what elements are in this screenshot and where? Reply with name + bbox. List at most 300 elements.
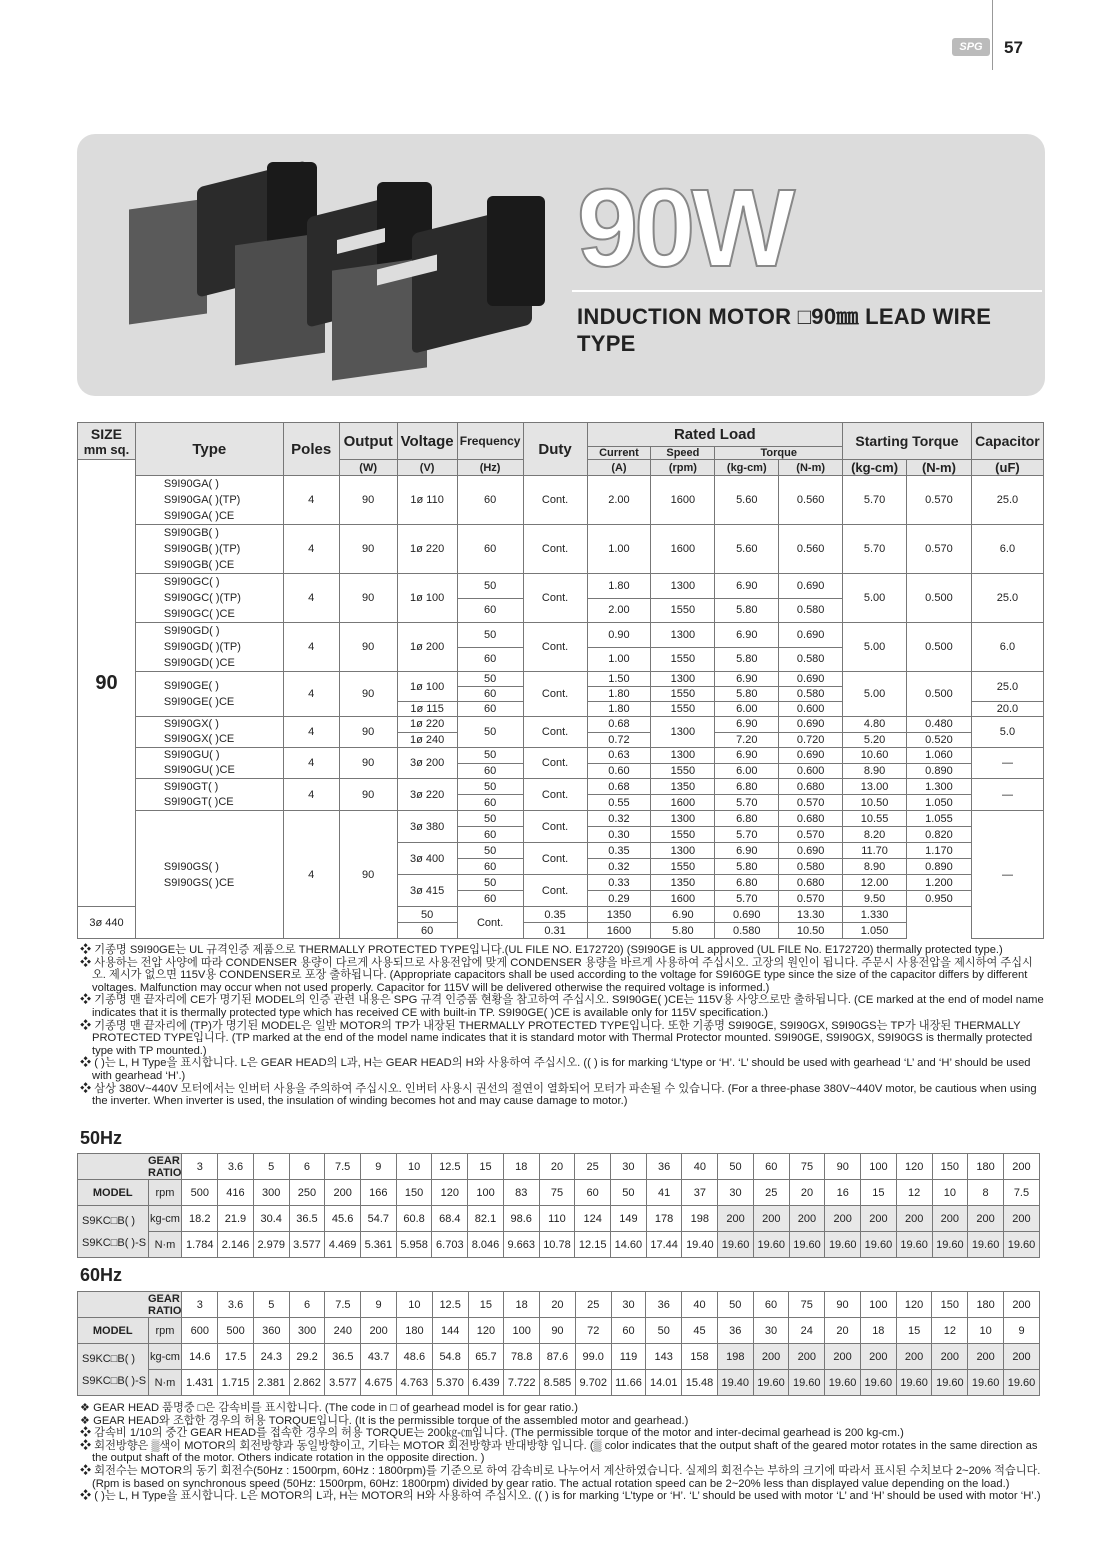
- table-cell: 1ø 100: [397, 574, 457, 623]
- gear-cell: 200: [932, 1206, 968, 1232]
- table-cell: 25.0: [971, 672, 1043, 702]
- unit-hz: (Hz): [457, 460, 523, 476]
- gear-cell: 149: [611, 1206, 647, 1232]
- table-cell: Cont.: [523, 717, 587, 748]
- table-cell: S9KC□B( ) S9KC□B( )-S: [78, 1344, 149, 1396]
- table-cell: 4: [283, 476, 339, 525]
- gear-cell: 200: [753, 1344, 789, 1370]
- table-cell: 1600: [651, 891, 715, 907]
- table-cell: 0.32: [587, 859, 651, 875]
- gear-cell: 68.4: [432, 1206, 468, 1232]
- gear-cell: 143: [646, 1344, 682, 1370]
- gear-cell: 200: [1003, 1154, 1039, 1180]
- spec-table: [77, 422, 1044, 939]
- table-cell: S9I90GT( ) S9I90GT( )CE: [135, 779, 283, 811]
- table-cell: 1.80: [587, 687, 651, 702]
- table-row: [78, 672, 1044, 687]
- gear-cell: 19.60: [860, 1370, 896, 1396]
- table-cell: 5.70: [843, 476, 907, 525]
- hdr-capacitor: Capacitor: [971, 423, 1043, 460]
- table-cell: 13.00: [843, 779, 907, 795]
- table-cell: 3ø 380: [397, 811, 457, 843]
- gear-cell: 15: [896, 1318, 932, 1344]
- table-cell: 1.80: [587, 574, 651, 599]
- table-cell: 1ø 100: [397, 672, 457, 702]
- gear-cell: 200: [789, 1206, 825, 1232]
- gear-cell: 3: [182, 1154, 218, 1180]
- hdr-type: Type: [135, 423, 283, 476]
- gear-cell: 100: [504, 1318, 540, 1344]
- table-cell: Cont.: [523, 672, 587, 717]
- table-cell: 1ø 220: [397, 525, 457, 574]
- table-cell: 90: [339, 623, 397, 672]
- gear-cell: 19.60: [753, 1232, 789, 1258]
- table-cell: 10.50: [843, 795, 907, 811]
- gear-cell: 19.60: [932, 1370, 968, 1396]
- table-cell: 4: [283, 623, 339, 672]
- hdr-output: Output: [339, 423, 397, 460]
- table-cell: 0.580: [779, 647, 843, 672]
- gear-cell: 120: [432, 1180, 468, 1206]
- table-cell: 1.00: [587, 647, 651, 672]
- gear-cell: 9.702: [575, 1370, 611, 1396]
- table-cell: 0.580: [779, 859, 843, 875]
- table-cell: 0.570: [779, 891, 843, 907]
- table-cell: 1350: [651, 875, 715, 891]
- gear-cell: 18: [503, 1154, 539, 1180]
- gear-cell: 36.5: [289, 1206, 325, 1232]
- gear-cell: 3.6: [218, 1154, 254, 1180]
- table-cell: 4: [283, 717, 339, 748]
- table-cell: 0.500: [907, 574, 972, 623]
- table-cell: 1550: [651, 859, 715, 875]
- gear-cell: 19.60: [718, 1232, 754, 1258]
- gear-cell: 75: [789, 1154, 825, 1180]
- table-cell: S9I90GC( ) S9I90GC( )(TP) S9I90GC( )CE: [135, 574, 283, 623]
- gear-cell: 20: [789, 1180, 825, 1206]
- table-cell: 8.90: [843, 763, 907, 779]
- table-cell: 60: [457, 763, 523, 779]
- gear-cell: 6: [289, 1292, 325, 1318]
- hdr-rated-load: Rated Load: [587, 423, 843, 447]
- table-cell: 10.60: [843, 748, 907, 764]
- table-cell: 0.890: [907, 763, 972, 779]
- gear-cell: 19.60: [896, 1232, 932, 1258]
- table-cell: 0.680: [779, 875, 843, 891]
- table-cell: 1550: [651, 598, 715, 623]
- gear-cell: 120: [896, 1292, 932, 1318]
- table-cell: 60: [457, 647, 523, 672]
- table-cell: 4: [283, 525, 339, 574]
- gear-cell: 5.958: [396, 1232, 432, 1258]
- gear-cell: 119: [611, 1344, 646, 1370]
- gear-cell: 14.60: [611, 1232, 647, 1258]
- gear-cell: 200: [718, 1206, 754, 1232]
- page-number: 57: [1004, 38, 1023, 57]
- table-cell: 1550: [651, 827, 715, 843]
- gear-cell: 7.5: [325, 1154, 361, 1180]
- gear-cell: 50: [717, 1292, 753, 1318]
- gear-cell: 21.9: [218, 1206, 254, 1232]
- gear-cell: 300: [253, 1180, 289, 1206]
- gear-cell: 500: [218, 1318, 254, 1344]
- table-cell: 6.90: [715, 672, 779, 687]
- table-cell: 1.00: [587, 525, 651, 574]
- table-cell: 0.600: [779, 702, 843, 717]
- gear-cell: 3.577: [325, 1370, 361, 1396]
- gear-cell: 19.60: [825, 1370, 861, 1396]
- gear-cell: 200: [753, 1206, 789, 1232]
- gear-cell: 11.66: [611, 1370, 646, 1396]
- table-cell: 90: [339, 525, 397, 574]
- table-cell: 0.690: [779, 623, 843, 648]
- gear-cell: 54.8: [432, 1344, 468, 1370]
- table-cell: 0.32: [587, 811, 651, 827]
- gear-cell: 12.15: [575, 1232, 611, 1258]
- table-row: [78, 779, 1044, 795]
- gear-cell: 37: [682, 1180, 718, 1206]
- table-cell: 5.70: [715, 891, 779, 907]
- table-cell: 50: [457, 779, 523, 795]
- table-cell: 1300: [651, 843, 715, 859]
- gear-cell: 1.715: [218, 1370, 254, 1396]
- gear-cell: 90: [540, 1318, 576, 1344]
- table-cell: 25.0: [971, 476, 1043, 525]
- table-cell: 1.170: [907, 843, 972, 859]
- table-cell: Cont.: [523, 811, 587, 843]
- unit-w: (W): [339, 460, 397, 476]
- hz60-title: 60Hz: [80, 1265, 123, 1285]
- gear-cell: 10: [932, 1180, 968, 1206]
- table-cell: 1600: [651, 476, 715, 525]
- table-cell: 0.68: [587, 717, 651, 733]
- table-cell: 50: [457, 672, 523, 687]
- gear-cell: 200: [860, 1344, 896, 1370]
- table-cell: 50: [457, 623, 523, 648]
- power-title: 90W: [577, 167, 792, 290]
- gear-cell: 15: [861, 1180, 897, 1206]
- hdr-current: Current: [587, 447, 651, 460]
- gear-cell: 15: [468, 1154, 504, 1180]
- table-cell: 0.690: [715, 907, 779, 923]
- table-cell: 0.570: [907, 476, 972, 525]
- table-cell: 0.680: [779, 779, 843, 795]
- gear-cell: 98.6: [503, 1206, 539, 1232]
- table-cell: 5.20: [843, 732, 907, 748]
- gear-cell: 5: [253, 1292, 289, 1318]
- gear-cell: 150: [932, 1292, 968, 1318]
- table-cell: rpm: [148, 1318, 182, 1344]
- table-cell: 60: [457, 598, 523, 623]
- table-row: [78, 574, 1044, 599]
- gear-cell: 24.3: [253, 1344, 289, 1370]
- gear-cell: 25: [575, 1292, 611, 1318]
- unit-start-kgcm: (kg-cm): [843, 460, 907, 476]
- gear-cell: 198: [682, 1206, 718, 1232]
- table-cell: GEAR RATIO: [148, 1292, 182, 1317]
- gear-cell: 36: [717, 1318, 753, 1344]
- gear-cell: 16: [825, 1180, 861, 1206]
- table-cell: 0.690: [779, 748, 843, 764]
- gear-cell: 100: [468, 1180, 504, 1206]
- table-cell: 5.00: [843, 623, 907, 672]
- gear-cell: 30.4: [253, 1206, 289, 1232]
- gear-cell: 12.5: [432, 1154, 468, 1180]
- gear-table-60hz: [77, 1291, 1040, 1396]
- table-cell: 60: [457, 891, 523, 907]
- gear-cell: 1.784: [182, 1232, 218, 1258]
- table-cell: 0.480: [907, 717, 972, 733]
- gear-cell: 14.6: [182, 1344, 218, 1370]
- gear-cell: 360: [253, 1318, 289, 1344]
- gear-cell: 50: [718, 1154, 754, 1180]
- gear-cell: 5.370: [432, 1370, 468, 1396]
- hdr-torque: Torque: [715, 447, 843, 460]
- gear-cell: 200: [896, 1344, 932, 1370]
- unit-kgcm: (kg-cm): [715, 460, 779, 476]
- gear-cell: 4.763: [397, 1370, 433, 1396]
- hdr-size: SIZE mm sq.: [78, 423, 136, 460]
- gear-cell: 18.2: [182, 1206, 218, 1232]
- gear-cell: 9: [1004, 1318, 1040, 1344]
- gear-cell: 14.01: [646, 1370, 682, 1396]
- gear-cell: 10.78: [539, 1232, 575, 1258]
- gear-cell: 19.60: [896, 1370, 932, 1396]
- table-cell: 0.580: [779, 687, 843, 702]
- table-cell: 60: [457, 476, 523, 525]
- gear-cell: 24: [789, 1318, 825, 1344]
- gear-cell: 200: [1003, 1206, 1039, 1232]
- hdr-speed: Speed: [651, 447, 715, 460]
- gear-cell: 75: [539, 1180, 575, 1206]
- table-cell: 20.0: [971, 702, 1043, 717]
- table-cell: 10.50: [779, 923, 843, 939]
- table-cell: 10.55: [843, 811, 907, 827]
- gear-cell: 3: [182, 1292, 218, 1318]
- table-cell: 1550: [651, 647, 715, 672]
- gear-cell: 19.60: [968, 1232, 1004, 1258]
- table-cell: 0.690: [779, 717, 843, 733]
- table-cell: 50: [457, 748, 523, 764]
- gear-cell: 19.40: [682, 1232, 718, 1258]
- table-cell: 50: [457, 717, 523, 748]
- table-cell: 0.30: [587, 827, 651, 843]
- table-cell: 1.330: [843, 907, 907, 923]
- gear-cell: 25: [575, 1154, 611, 1180]
- table-cell: 8.90: [843, 859, 907, 875]
- table-cell: Cont.: [523, 574, 587, 623]
- table-cell: 4: [283, 779, 339, 811]
- table-cell: 1.050: [907, 795, 972, 811]
- table-cell: 0.890: [907, 859, 972, 875]
- gear-cell: 99.0: [575, 1344, 611, 1370]
- gear-cell: 200: [825, 1206, 861, 1232]
- table-cell: 1300: [651, 623, 715, 648]
- table-cell: 6.80: [715, 875, 779, 891]
- gear-cell: 200: [325, 1180, 361, 1206]
- gear-cell: 87.6: [540, 1344, 576, 1370]
- table-cell: kg-cm: [148, 1344, 182, 1370]
- table-cell: Cont.: [523, 525, 587, 574]
- gear-cell: 7.5: [325, 1292, 361, 1318]
- gear-notes: ❖ GEAR HEAD 품명중 □은 감속비를 표시합니다. (The code in □ of gearhead model is for gear ratio.) ❖ GEAR HEAD와 조합한 경우의 허용 TORQUE입니다. (It is the permissible torque of the assembled motor and gearhead.) ❖ 감속비 1/10의 중간 GEAR HEAD를 접속한 경우의 허용 TORQUE는 200㎏-㎝입니다. (The permissible torque of the motor and inter-decimal gearhead is 200 kg-cm.) ❖ 회전방향은 ▒색이 MOTOR의 회전방향과 동일방향이고, 기타는 MOTOR 회전방향과 반대방향 입니다. (▒ color indicates that the output shaft of the geared motor rotates in the same direction as the output shaft of the motor. Others indicate rotation in the opposite direction. ) ❖ 회전수는 MOTOR의 동기 회전수(50Hz : 1500rpm, 60Hz : 1800rpm)를 기준으로 하여 감속비로 나누어서 계산하였습니다. 실제의 회전수는 부하의 크기에 따라서 표시된 수치보다 2~20% 적습니다. (Rpm is based on synchronous speed (50Hz: 1500rpm, 60Hz: 1800rpm) divided by gear ratio. The actual rotation speed can be 2~20% less than displayed value depending on the load.) ❖ ( )는 L, H Type을 표시합니다. L은 MOTOR의 L과, H는 MOTOR의 H와 사용하여 주십시오. (( ) is for marking ‘L’type or ‘H’. ‘L’ should be used with motor ‘L’ and ‘H’ should be used with motor ‘H’.): [80, 1402, 1041, 1503]
- table-cell: S9KC□B( ) S9KC□B( )-S: [78, 1206, 149, 1258]
- table-cell: 3ø 220: [397, 779, 457, 811]
- gear-cell: 12.5: [432, 1292, 468, 1318]
- table-cell: 1ø 240: [397, 732, 457, 748]
- gear-cell: 300: [289, 1318, 325, 1344]
- table-cell: 5.00: [843, 574, 907, 623]
- table-cell: 1550: [651, 763, 715, 779]
- gear-cell: 200: [932, 1344, 968, 1370]
- gear-cell: 6: [289, 1154, 325, 1180]
- table-cell: 60: [457, 702, 523, 717]
- gear-cell: 3.577: [289, 1232, 325, 1258]
- table-cell: 1ø 220: [397, 717, 457, 733]
- table-cell: 0.690: [779, 843, 843, 859]
- table-cell: 6.90: [715, 623, 779, 648]
- gear-cell: 9: [361, 1154, 397, 1180]
- subtitle: INDUCTION MOTOR □90㎜ LEAD WIRE TYPE: [577, 304, 992, 356]
- table-cell: 1600: [587, 923, 651, 939]
- unit-uf: (uF): [971, 460, 1043, 476]
- unit-v: (V): [397, 460, 457, 476]
- gear-cell: 5.361: [361, 1232, 397, 1258]
- gear-cell: 60: [753, 1292, 789, 1318]
- table-cell: 0.580: [779, 598, 843, 623]
- table-cell: 5.60: [715, 476, 779, 525]
- table-cell: 50: [457, 843, 523, 859]
- table-cell: S9I90GU( ) S9I90GU( )CE: [135, 748, 283, 779]
- hdr-starting-torque: Starting Torque: [843, 423, 972, 460]
- gear-cell: 240: [325, 1318, 361, 1344]
- table-cell: N·m: [148, 1370, 182, 1396]
- table-cell: 4: [283, 811, 339, 939]
- gear-cell: 50: [611, 1180, 647, 1206]
- table-cell: 2.00: [587, 476, 651, 525]
- gear-cell: 500: [182, 1180, 218, 1206]
- table-cell: —: [971, 811, 1043, 939]
- table-cell: 0.90: [587, 623, 651, 648]
- table-cell: 3ø 200: [397, 748, 457, 779]
- gear-cell: 2.381: [253, 1370, 289, 1396]
- table-cell: 0.520: [907, 732, 972, 748]
- gear-cell: 19.60: [1004, 1370, 1040, 1396]
- table-cell: 60: [457, 687, 523, 702]
- table-cell: 5.60: [715, 525, 779, 574]
- table-cell: N·m: [148, 1232, 182, 1258]
- title-rule: [572, 290, 1042, 292]
- table-cell: 1ø 110: [397, 476, 457, 525]
- table-cell: 0.820: [907, 827, 972, 843]
- spec-notes: ❖ 기종명 S9I90GE는 UL 규격인증 제품으로 THERMALLY PROTECTED TYPE입니다.(UL FILE NO. E172720) (S9I90GE is UL approved (UL FILE No. E172720) thermally protected type.) ❖ 사용하는 전압 사양에 따라 CONDENSER 용량이 다르게 사용되므로 사용전압에 맞게 CONDENSER 용량을 바르게 사용하여 주십시오. 고장의 원인이 됩니다. 주문시 사용전압을 제시하여 주십시오. 제시가 없으면 115V용 CONDENSER로 포장 출하됩니다. (Appropriate capacitors shall be used according to the voltage for S9I60GE type since the size of the capacitor differs by different voltages. Malfunction may occur when not used properly. Capacitor for 115V will be delivered otherwise the required voltage is informed.) ❖ 기종명 맨 끝자리에 CE가 명기된 MODEL의 인증 관련 내용은 SPG 규격 인증품 현황을 참고하여 주십시오. S9I90GE( )CE는 115V용 사양으로만 출하됩니다. (CE marked at the end of model name indicates that it is thermally protected type which has received CE with built-in TP. S9I90GE( )CE is available only for 115V specification.) ❖ 기종명 맨 끝자리에 (TP)가 명기된 MODEL은 일반 MOTOR의 TP가 내장된 THERMALLY PROTECTED TYPE입니다. 또한 기종명 S9I90GE, S9I90GX, S9I90GS는 TP가 내장된 THERMALLY PROTECTED TYPE입니다. (TP marked at the end of the model name indicates that it is standard motor with Thermal Protector mounted. S9I90GE, S9I90GX, S9I90GS is thermally protected type with TP mounted.) ❖ ( )는 L, H Type을 표시합니다. L은 GEAR HEAD의 L과, H는 GEAR HEAD의 H와 사용하여 주십시오. (( ) is for marking ‘L’type or ‘H’. ‘L’ should be used with gearhead ‘L’ and ‘H’ should be used with gearhead ‘H’.) ❖ 삼상 380V~440V 모터에서는 인버터 사용을 주의하여 주십시오. 인버터 사용시 권선의 절연이 열화되어 모터가 파손될 수 있습니다. (For a three-phase 380V~440V motor, be cautious when using the inverter. When inverter is used, the insulation of winding becomes hot and may cause damage to motor.): [80, 944, 1044, 1108]
- table-cell: S9I90GD( ) S9I90GD( )(TP) S9I90GD( )CE: [135, 623, 283, 672]
- gear-cell: 45: [682, 1318, 718, 1344]
- table-cell: 0.950: [907, 891, 972, 907]
- gear-cell: 200: [861, 1206, 897, 1232]
- table-cell: GEAR RATIO: [148, 1154, 182, 1179]
- gear-cell: 4.469: [325, 1232, 361, 1258]
- gear-cell: 144: [432, 1318, 468, 1344]
- table-cell: 5.80: [651, 923, 715, 939]
- unit-a: (A): [587, 460, 651, 476]
- table-cell: 6.90: [715, 717, 779, 733]
- gear-cell: 6.439: [468, 1370, 504, 1396]
- table-cell: 5.80: [715, 647, 779, 672]
- gear-cell: 36: [646, 1154, 682, 1180]
- table-cell: 90: [339, 748, 397, 779]
- table-cell: 50: [457, 875, 523, 891]
- table-row: [78, 811, 1044, 827]
- gear-cell: 15: [468, 1292, 504, 1318]
- table-cell: 6.00: [715, 763, 779, 779]
- gear-cell: 54.7: [361, 1206, 397, 1232]
- gear-cell: 19.60: [789, 1370, 825, 1396]
- table-cell: 1.060: [907, 748, 972, 764]
- table-cell: 1.055: [907, 811, 972, 827]
- gear-cell: 19.60: [825, 1232, 861, 1258]
- table-cell: 0.500: [907, 623, 972, 672]
- gear-cell: 36.5: [325, 1344, 361, 1370]
- gear-cell: 40: [682, 1154, 718, 1180]
- gear-cell: 1.431: [182, 1370, 218, 1396]
- table-cell: Cont.: [523, 779, 587, 811]
- table-cell: kg-cm: [148, 1206, 182, 1232]
- table-cell: 0.33: [587, 875, 651, 891]
- table-cell: 12.00: [843, 875, 907, 891]
- gear-cell: 60: [611, 1318, 646, 1344]
- gear-cell: 41: [646, 1180, 682, 1206]
- unit-start-nm: (N-m): [907, 460, 972, 476]
- table-cell: 1300: [651, 574, 715, 599]
- table-cell: 0.500: [907, 672, 972, 717]
- table-cell: —: [971, 779, 1043, 811]
- table-cell: 1350: [651, 779, 715, 795]
- table-cell: 1350: [587, 907, 651, 923]
- table-cell: Cont.: [457, 907, 523, 939]
- table-cell: 25.0: [971, 574, 1043, 623]
- table-cell: 0.31: [523, 923, 587, 939]
- gear-cell: 48.6: [397, 1344, 433, 1370]
- gear-cell: 178: [646, 1206, 682, 1232]
- gear-cell: 18: [860, 1318, 896, 1344]
- gear-cell: 19.60: [968, 1370, 1004, 1396]
- size-value: 90: [78, 460, 136, 907]
- table-cell: 1550: [651, 687, 715, 702]
- table-cell: 6.90: [651, 907, 715, 923]
- table-cell: 5.70: [843, 525, 907, 574]
- gear-cell: 2.146: [218, 1232, 254, 1258]
- gear-cell: 200: [1004, 1344, 1040, 1370]
- table-cell: 8.20: [843, 827, 907, 843]
- table-cell: 0.570: [779, 827, 843, 843]
- table-cell: S9I90GE( ) S9I90GE( )CE: [135, 672, 283, 717]
- table-cell: 90: [339, 476, 397, 525]
- gear-cell: 166: [361, 1180, 397, 1206]
- table-cell: 5.70: [715, 795, 779, 811]
- gear-cell: 158: [682, 1344, 718, 1370]
- table-cell: 6.90: [715, 574, 779, 599]
- gear-cell: 250: [289, 1180, 325, 1206]
- table-cell: 50: [457, 811, 523, 827]
- gear-cell: 180: [397, 1318, 433, 1344]
- table-cell: S9I90GA( ) S9I90GA( )(TP) S9I90GA( )CE: [135, 476, 283, 525]
- table-cell: 6.80: [715, 811, 779, 827]
- table-cell: 5.70: [715, 827, 779, 843]
- gear-cell: 2.979: [253, 1232, 289, 1258]
- gear-cell: 90: [825, 1292, 861, 1318]
- table-cell: 6.90: [715, 843, 779, 859]
